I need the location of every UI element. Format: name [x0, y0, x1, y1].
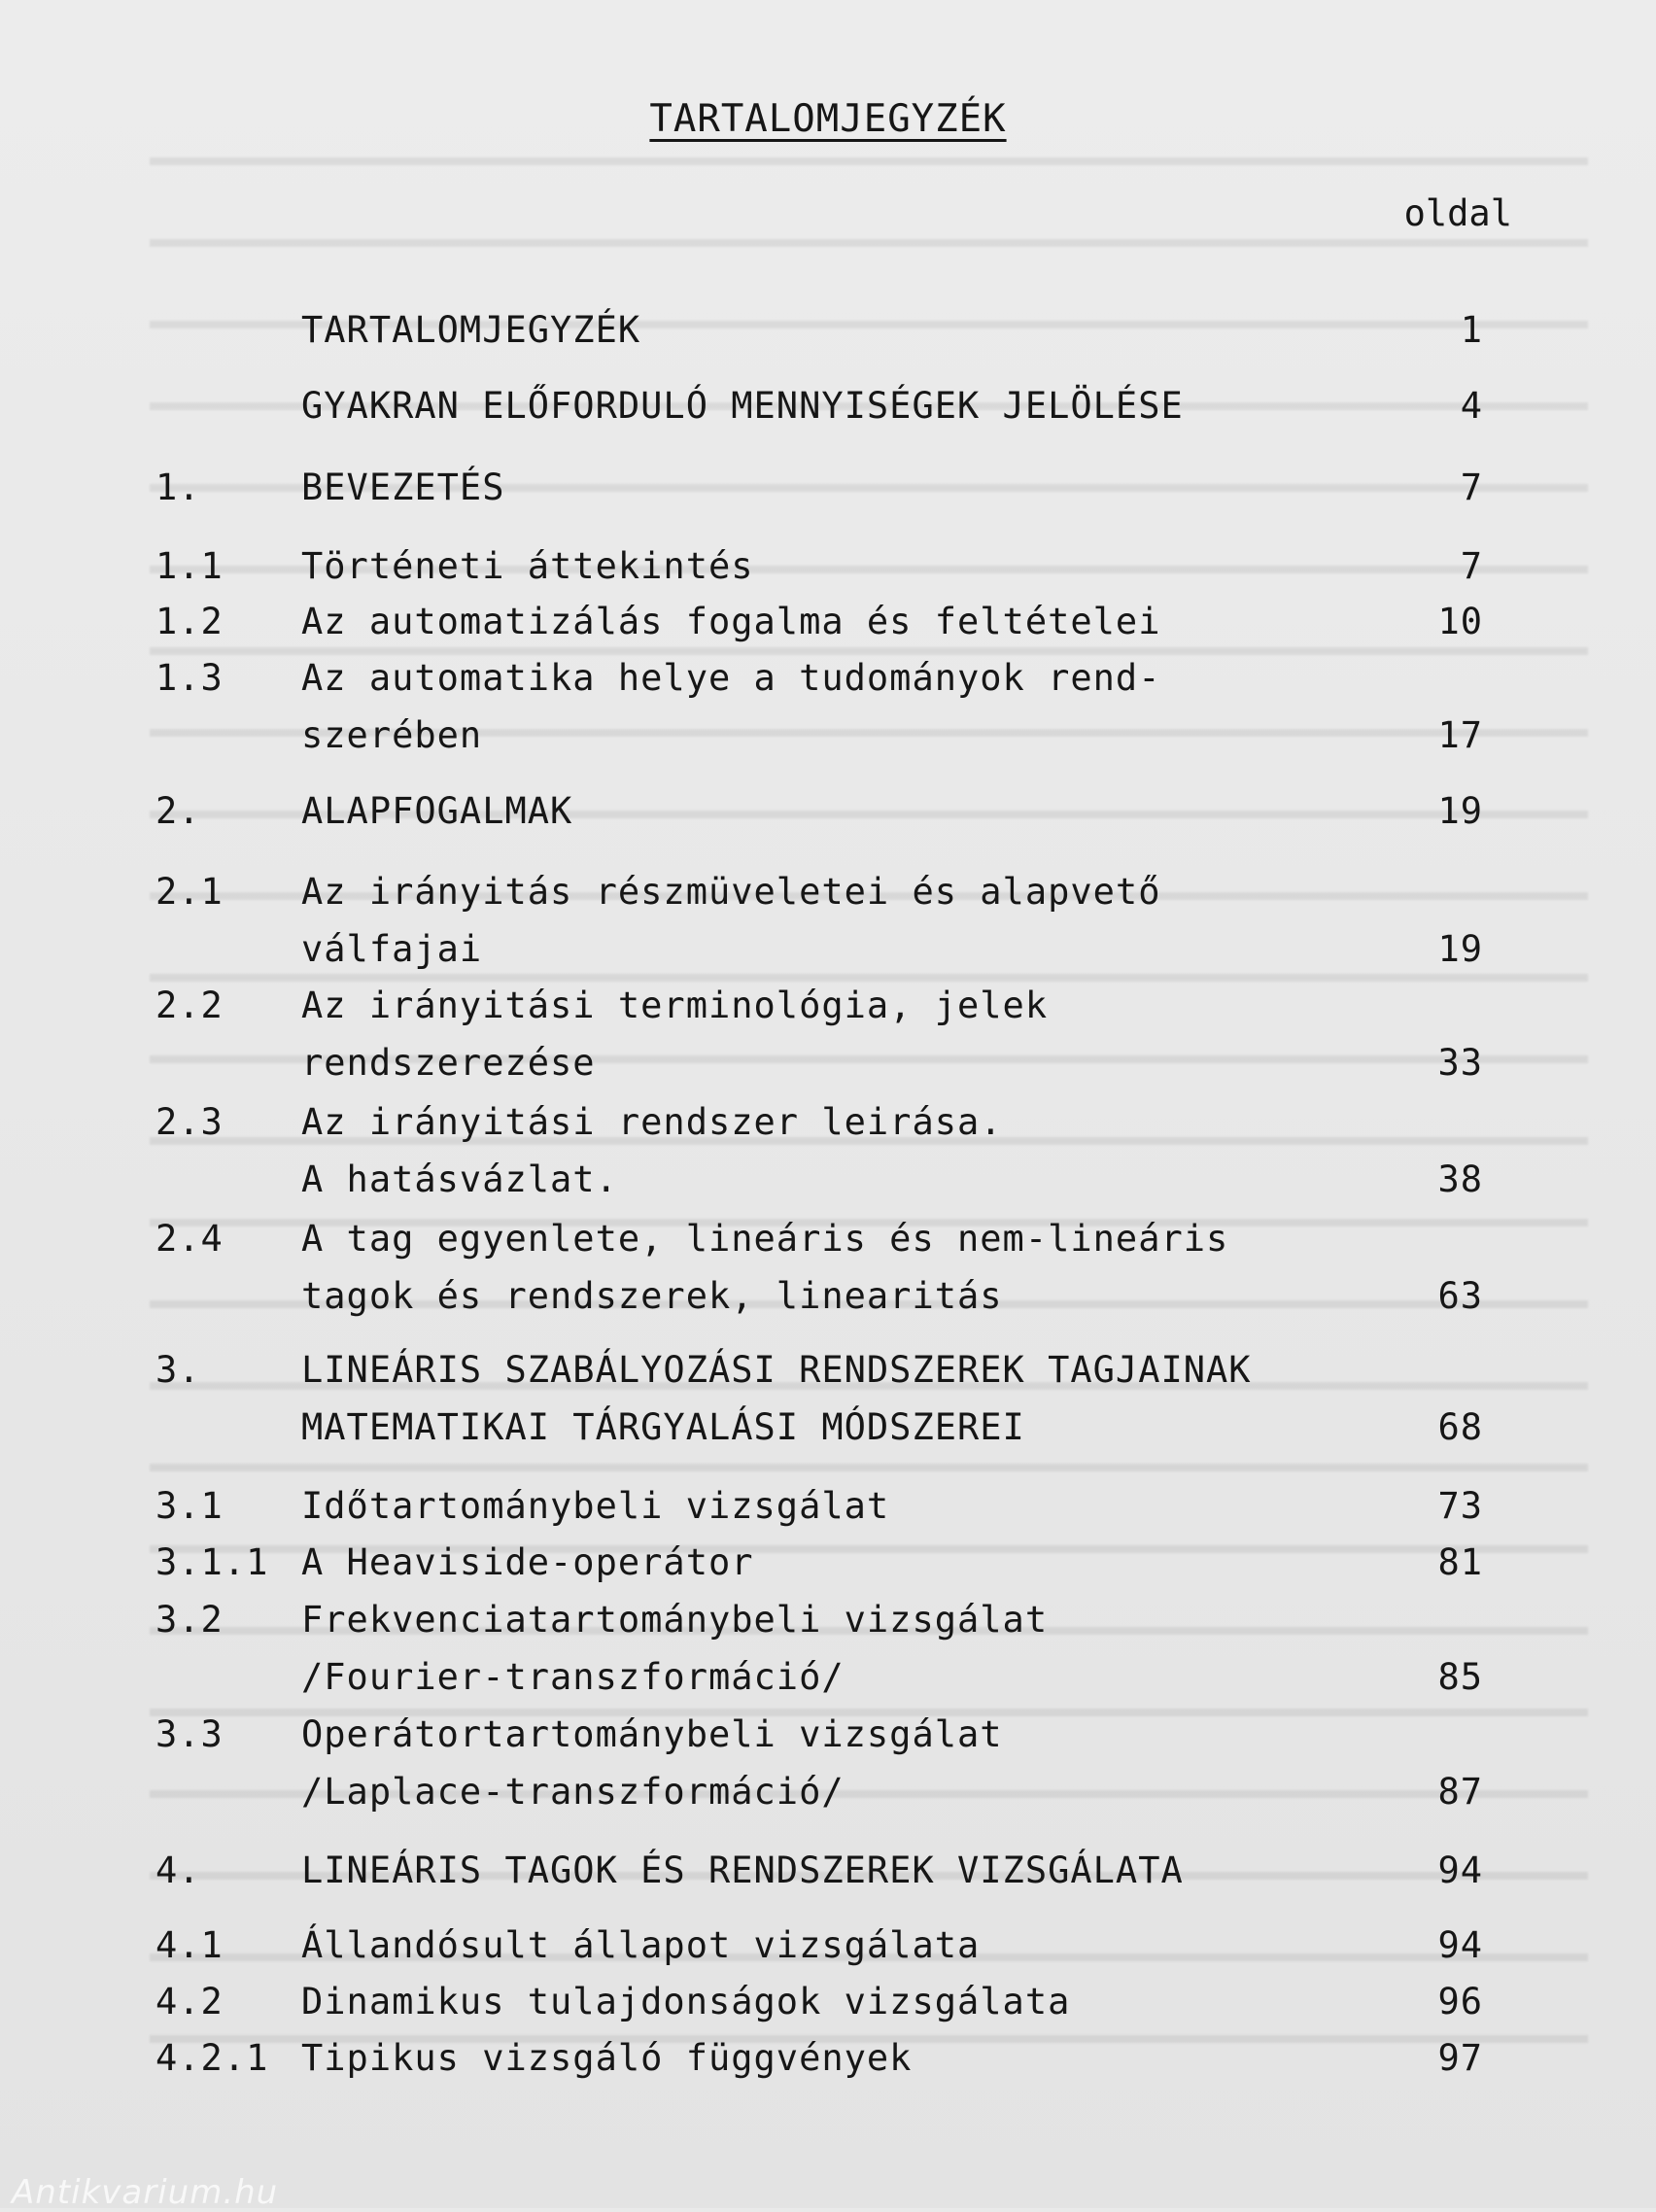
entry-page: 87 [1437, 1771, 1483, 1813]
entry-page: 7 [1460, 467, 1483, 508]
entry-number: 4.2 [155, 1981, 224, 2022]
entry-page: 97 [1437, 2037, 1483, 2079]
entry-number: 1. [155, 467, 201, 508]
entry-number: 4. [155, 1849, 201, 1891]
entry-title: Az automatizálás fogalma és feltételei [301, 601, 1161, 642]
entry-number: 2. [155, 790, 201, 832]
entry-number: 3.2 [155, 1599, 224, 1641]
entry-title: Az irányitási rendszer leirása. A hatásvázlat. [301, 1101, 1003, 1200]
entry-number: 1.3 [155, 657, 224, 699]
entry-title: LINEÁRIS TAGOK ÉS RENDSZEREK VIZSGÁLATA [301, 1849, 1184, 1891]
entry-number: 3. [155, 1349, 201, 1391]
entry-page: 33 [1437, 1042, 1483, 1084]
entry-page: 19 [1437, 790, 1483, 832]
entry-page: 17 [1437, 714, 1483, 756]
entry-number: 1.1 [155, 545, 224, 587]
entry-title: ALAPFOGALMAK [301, 790, 573, 832]
entry-title: Az irányitás részmüveletei és alapvető válfajai [301, 871, 1161, 970]
entry-page: 68 [1437, 1406, 1483, 1448]
entry-title: Történeti áttekintés [301, 545, 754, 587]
entry-page: 1 [1460, 309, 1483, 351]
entry-page: 63 [1437, 1275, 1483, 1317]
page-title: TARTALOMJEGYZÉK [649, 97, 1007, 141]
entry-title: GYAKRAN ELŐFORDULÓ MENNYISÉGEK JELÖLÉSE [301, 385, 1184, 427]
entry-number: 3.1.1 [155, 1541, 269, 1583]
watermark: Antikvarium.hu [12, 2173, 279, 2212]
entry-title: Időtartománybeli vizsgálat [301, 1485, 890, 1527]
entry-title: Az automatika helye a tudományok rend- szerében [301, 657, 1161, 756]
entry-page: 4 [1460, 385, 1483, 427]
entry-title: Frekvenciatartománybeli vizsgálat /Fourier-transzformáció/ [301, 1599, 1049, 1698]
entry-page: 94 [1437, 1849, 1483, 1891]
entry-title: Dinamikus tulajdonságok vizsgálata [301, 1981, 1071, 2022]
entry-page: 94 [1437, 1924, 1483, 1966]
entry-page: 38 [1437, 1158, 1483, 1200]
entry-page: 85 [1437, 1656, 1483, 1698]
entry-page: 7 [1460, 545, 1483, 587]
entry-title: Állandósult állapot vizsgálata [301, 1924, 981, 1966]
page-column-header: oldal [1403, 192, 1512, 234]
entry-title: Az irányitási terminológia, jelek rendszerezése [301, 985, 1049, 1084]
entry-page: 81 [1437, 1541, 1483, 1583]
entry-page: 96 [1437, 1981, 1483, 2022]
entry-number: 3.1 [155, 1485, 224, 1527]
entry-number: 2.3 [155, 1101, 224, 1143]
entry-title: BEVEZETÉS [301, 467, 505, 508]
entry-number: 2.1 [155, 871, 224, 913]
entry-title: LINEÁRIS SZABÁLYOZÁSI RENDSZEREK TAGJAINAK MATEMATIKAI TÁRGYALÁSI MÓDSZEREI [301, 1349, 1252, 1448]
entry-title: Tipikus vizsgáló függvények [301, 2037, 913, 2079]
entry-number: 2.4 [155, 1218, 224, 1260]
entry-page: 73 [1437, 1485, 1483, 1527]
entry-title: Operátortartománybeli vizsgálat /Laplace-transzformáció/ [301, 1713, 1003, 1813]
entry-title: TARTALOMJEGYZÉK [301, 309, 641, 351]
entry-number: 1.2 [155, 601, 224, 642]
entry-page: 19 [1437, 928, 1483, 970]
entry-title: A Heaviside-operátor [301, 1541, 754, 1583]
entry-number: 3.3 [155, 1713, 224, 1755]
entry-title: A tag egyenlete, lineáris és nem-lineáris tagok és rendszerek, linearitás [301, 1218, 1229, 1317]
entry-number: 2.2 [155, 985, 224, 1026]
entry-page: 10 [1437, 601, 1483, 642]
entry-number: 4.2.1 [155, 2037, 269, 2079]
entry-number: 4.1 [155, 1924, 224, 1966]
